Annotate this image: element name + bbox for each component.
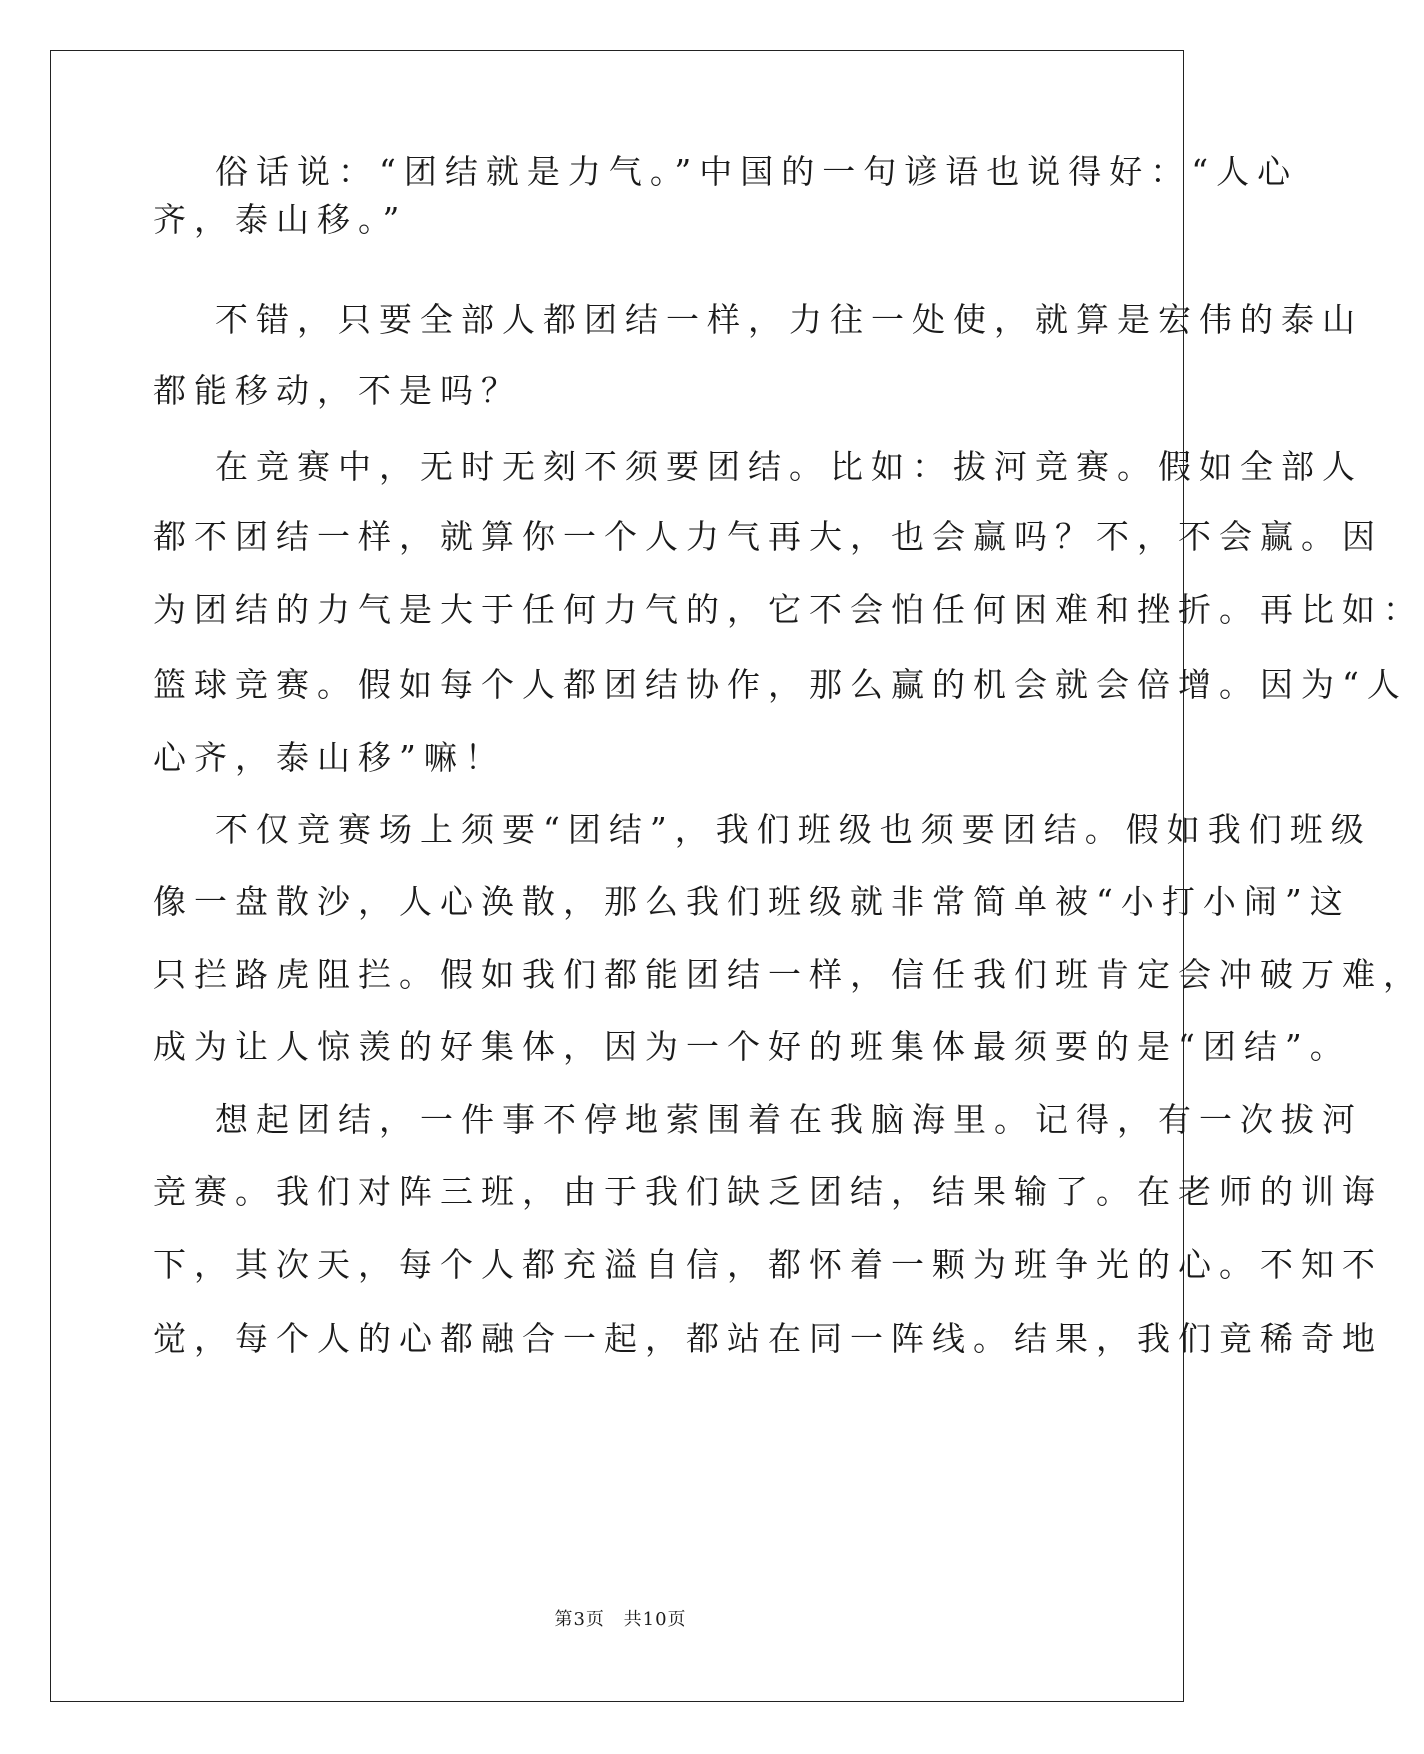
page-number: 第3页 — [554, 1609, 605, 1630]
text-line: 齐，泰山移。” — [153, 200, 408, 239]
text-line: 在竞赛中，无时无刻不须要团结。比如：拔河竞赛。假如全部人 — [215, 447, 1363, 486]
text-line: 像一盘散沙，人心涣散，那么我们班级就非常简单被“小打小闹”这 — [153, 882, 1351, 921]
text-line: 都不团结一样，就算你一个人力气再大，也会赢吗？不，不会赢。因 — [153, 517, 1383, 556]
text-line: 都能移动，不是吗？ — [153, 371, 522, 410]
text-line: 不错，只要全部人都团结一样，力往一处使，就算是宏伟的泰山 — [215, 300, 1363, 339]
text-line: 只拦路虎阻拦。假如我们都能团结一样，信任我们班肯定会冲破万难， — [153, 955, 1424, 994]
text-line: 俗话说：“团结就是力气。”中国的一句谚语也说得好：“人心 — [215, 152, 1299, 191]
page-border — [50, 50, 1424, 1702]
text-line: 竞赛。我们对阵三班，由于我们缺乏团结，结果输了。在老师的训诲 — [153, 1172, 1383, 1211]
text-line: 心齐，泰山移”嘛！ — [153, 738, 506, 777]
text-line: 篮球竞赛。假如每个人都团结协作，那么赢的机会就会倍增。因为“人 — [153, 665, 1408, 704]
text-line: 不仅竞赛场上须要“团结”，我们班级也须要团结。假如我们班级 — [215, 810, 1372, 849]
text-line: 想起团结，一件事不停地萦围着在我脑海里。记得，有一次拔河 — [215, 1100, 1363, 1139]
text-line: 下，其次天，每个人都充溢自信，都怀着一颗为班争光的心。不知不 — [153, 1245, 1383, 1284]
text-line: 成为让人惊羡的好集体，因为一个好的班集体最须要的是“团结”。 — [153, 1027, 1351, 1066]
text-line: 觉，每个人的心都融合一起，都站在同一阵线。结果，我们竟稀奇地 — [153, 1319, 1383, 1358]
page-total: 共10页 — [623, 1609, 687, 1630]
text-line: 为团结的力气是大于任何力气的，它不会怕任何困难和挫折。再比如： — [153, 590, 1424, 629]
page-footer — [0, 1605, 1241, 1631]
